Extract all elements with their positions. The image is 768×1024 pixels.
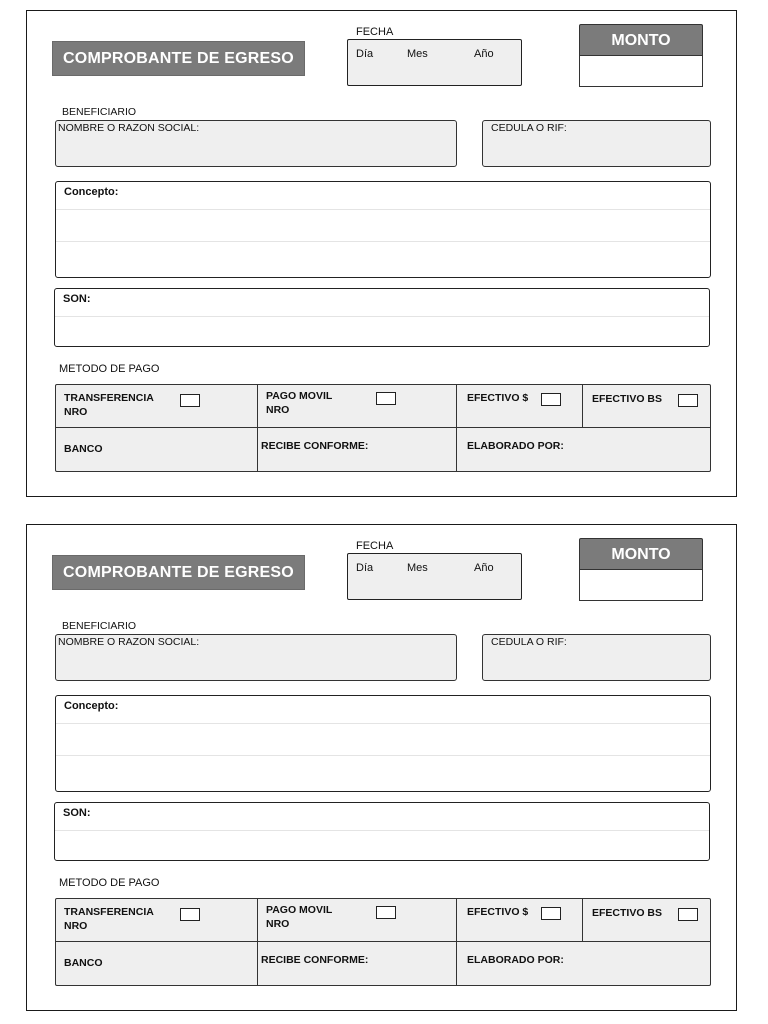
efectivo-bs-checkbox[interactable]	[678, 394, 698, 407]
son-label: SON:	[63, 293, 91, 305]
cedula-label: CEDULA O RIF:	[491, 122, 567, 134]
line-divider	[55, 316, 709, 317]
transferencia-nro-text: NRO	[64, 920, 88, 932]
monto-field[interactable]	[579, 569, 703, 601]
nombre-label: NOMBRE O RAZON SOCIAL:	[58, 122, 200, 134]
fecha-dia-label: Día	[356, 562, 374, 574]
monto-label: MONTO	[579, 24, 703, 56]
efectivo-bs-label: EFECTIVO BS	[592, 907, 663, 919]
fecha-mes-label: Mes	[407, 562, 428, 574]
efectivo-bs-label: EFECTIVO BS	[592, 393, 663, 405]
voucher-2	[26, 524, 737, 1011]
fecha-mes-label: Mes	[407, 48, 428, 60]
table-divider	[582, 899, 583, 941]
line-divider	[56, 241, 710, 242]
efectivo-bs-checkbox[interactable]	[678, 908, 698, 921]
nombre-field[interactable]	[55, 120, 457, 167]
voucher-title: COMPROBANTE DE EGRESO	[52, 555, 305, 590]
son-field[interactable]	[54, 288, 710, 347]
beneficiario-label: BENEFICIARIO	[62, 620, 137, 632]
table-divider	[56, 941, 710, 942]
nombre-label: NOMBRE O RAZON SOCIAL:	[58, 636, 200, 648]
efectivo-usd-label: EFECTIVO $	[467, 906, 529, 918]
nombre-field[interactable]	[55, 634, 457, 681]
metodo-label: METODO DE PAGO	[59, 877, 160, 889]
transferencia-label	[64, 905, 154, 933]
line-divider	[55, 830, 709, 831]
line-divider	[56, 723, 710, 724]
fecha-anio-label: Año	[474, 48, 494, 60]
beneficiario-label: BENEFICIARIO	[62, 106, 137, 118]
efectivo-usd-checkbox[interactable]	[541, 907, 561, 920]
fecha-dia-label: Día	[356, 48, 374, 60]
banco-label: BANCO	[64, 957, 103, 969]
elaborado-por-label: ELABORADO POR:	[467, 954, 564, 966]
payment-method-table	[55, 898, 711, 986]
transferencia-label	[64, 391, 154, 419]
elaborado-por-label: ELABORADO POR:	[467, 440, 564, 452]
pago-movil-nro-text: NRO	[266, 918, 290, 930]
voucher-title: COMPROBANTE DE EGRESO	[52, 41, 305, 76]
voucher-1	[26, 10, 737, 497]
table-divider	[257, 899, 258, 985]
efectivo-usd-checkbox[interactable]	[541, 393, 561, 406]
line-divider	[56, 755, 710, 756]
transferencia-text: TRANSFERENCIA	[64, 906, 154, 918]
pago-movil-text: PAGO MOVIL	[266, 904, 333, 916]
transferencia-checkbox[interactable]	[180, 394, 200, 407]
banco-label: BANCO	[64, 443, 103, 455]
transferencia-nro-text: NRO	[64, 406, 88, 418]
fecha-label: FECHA	[356, 26, 394, 38]
fecha-label: FECHA	[356, 540, 394, 552]
cedula-label: CEDULA O RIF:	[491, 636, 567, 648]
monto-field[interactable]	[579, 55, 703, 87]
concepto-field[interactable]	[55, 695, 711, 792]
pago-movil-label	[266, 389, 332, 417]
table-divider	[582, 385, 583, 427]
fecha-anio-label: Año	[474, 562, 494, 574]
table-divider	[456, 385, 457, 471]
table-divider	[456, 899, 457, 985]
cedula-field[interactable]	[482, 634, 711, 681]
pago-movil-checkbox[interactable]	[376, 906, 396, 919]
fecha-field[interactable]	[347, 553, 522, 600]
cedula-field[interactable]	[482, 120, 711, 167]
pago-movil-nro-text: NRO	[266, 404, 290, 416]
concepto-field[interactable]	[55, 181, 711, 278]
metodo-label: METODO DE PAGO	[59, 363, 160, 375]
pago-movil-text: PAGO MOVIL	[266, 390, 333, 402]
recibe-conforme-label: RECIBE CONFORME:	[261, 440, 369, 452]
transferencia-text: TRANSFERENCIA	[64, 392, 154, 404]
efectivo-usd-label: EFECTIVO $	[467, 392, 529, 404]
pago-movil-label	[266, 903, 332, 931]
recibe-conforme-label: RECIBE CONFORME:	[261, 954, 369, 966]
son-label: SON:	[63, 807, 91, 819]
pago-movil-checkbox[interactable]	[376, 392, 396, 405]
concepto-label: Concepto:	[64, 700, 119, 712]
table-divider	[56, 427, 710, 428]
monto-label: MONTO	[579, 538, 703, 570]
payment-method-table	[55, 384, 711, 472]
son-field[interactable]	[54, 802, 710, 861]
fecha-field[interactable]	[347, 39, 522, 86]
line-divider	[56, 209, 710, 210]
transferencia-checkbox[interactable]	[180, 908, 200, 921]
table-divider	[257, 385, 258, 471]
concepto-label: Concepto:	[64, 186, 119, 198]
